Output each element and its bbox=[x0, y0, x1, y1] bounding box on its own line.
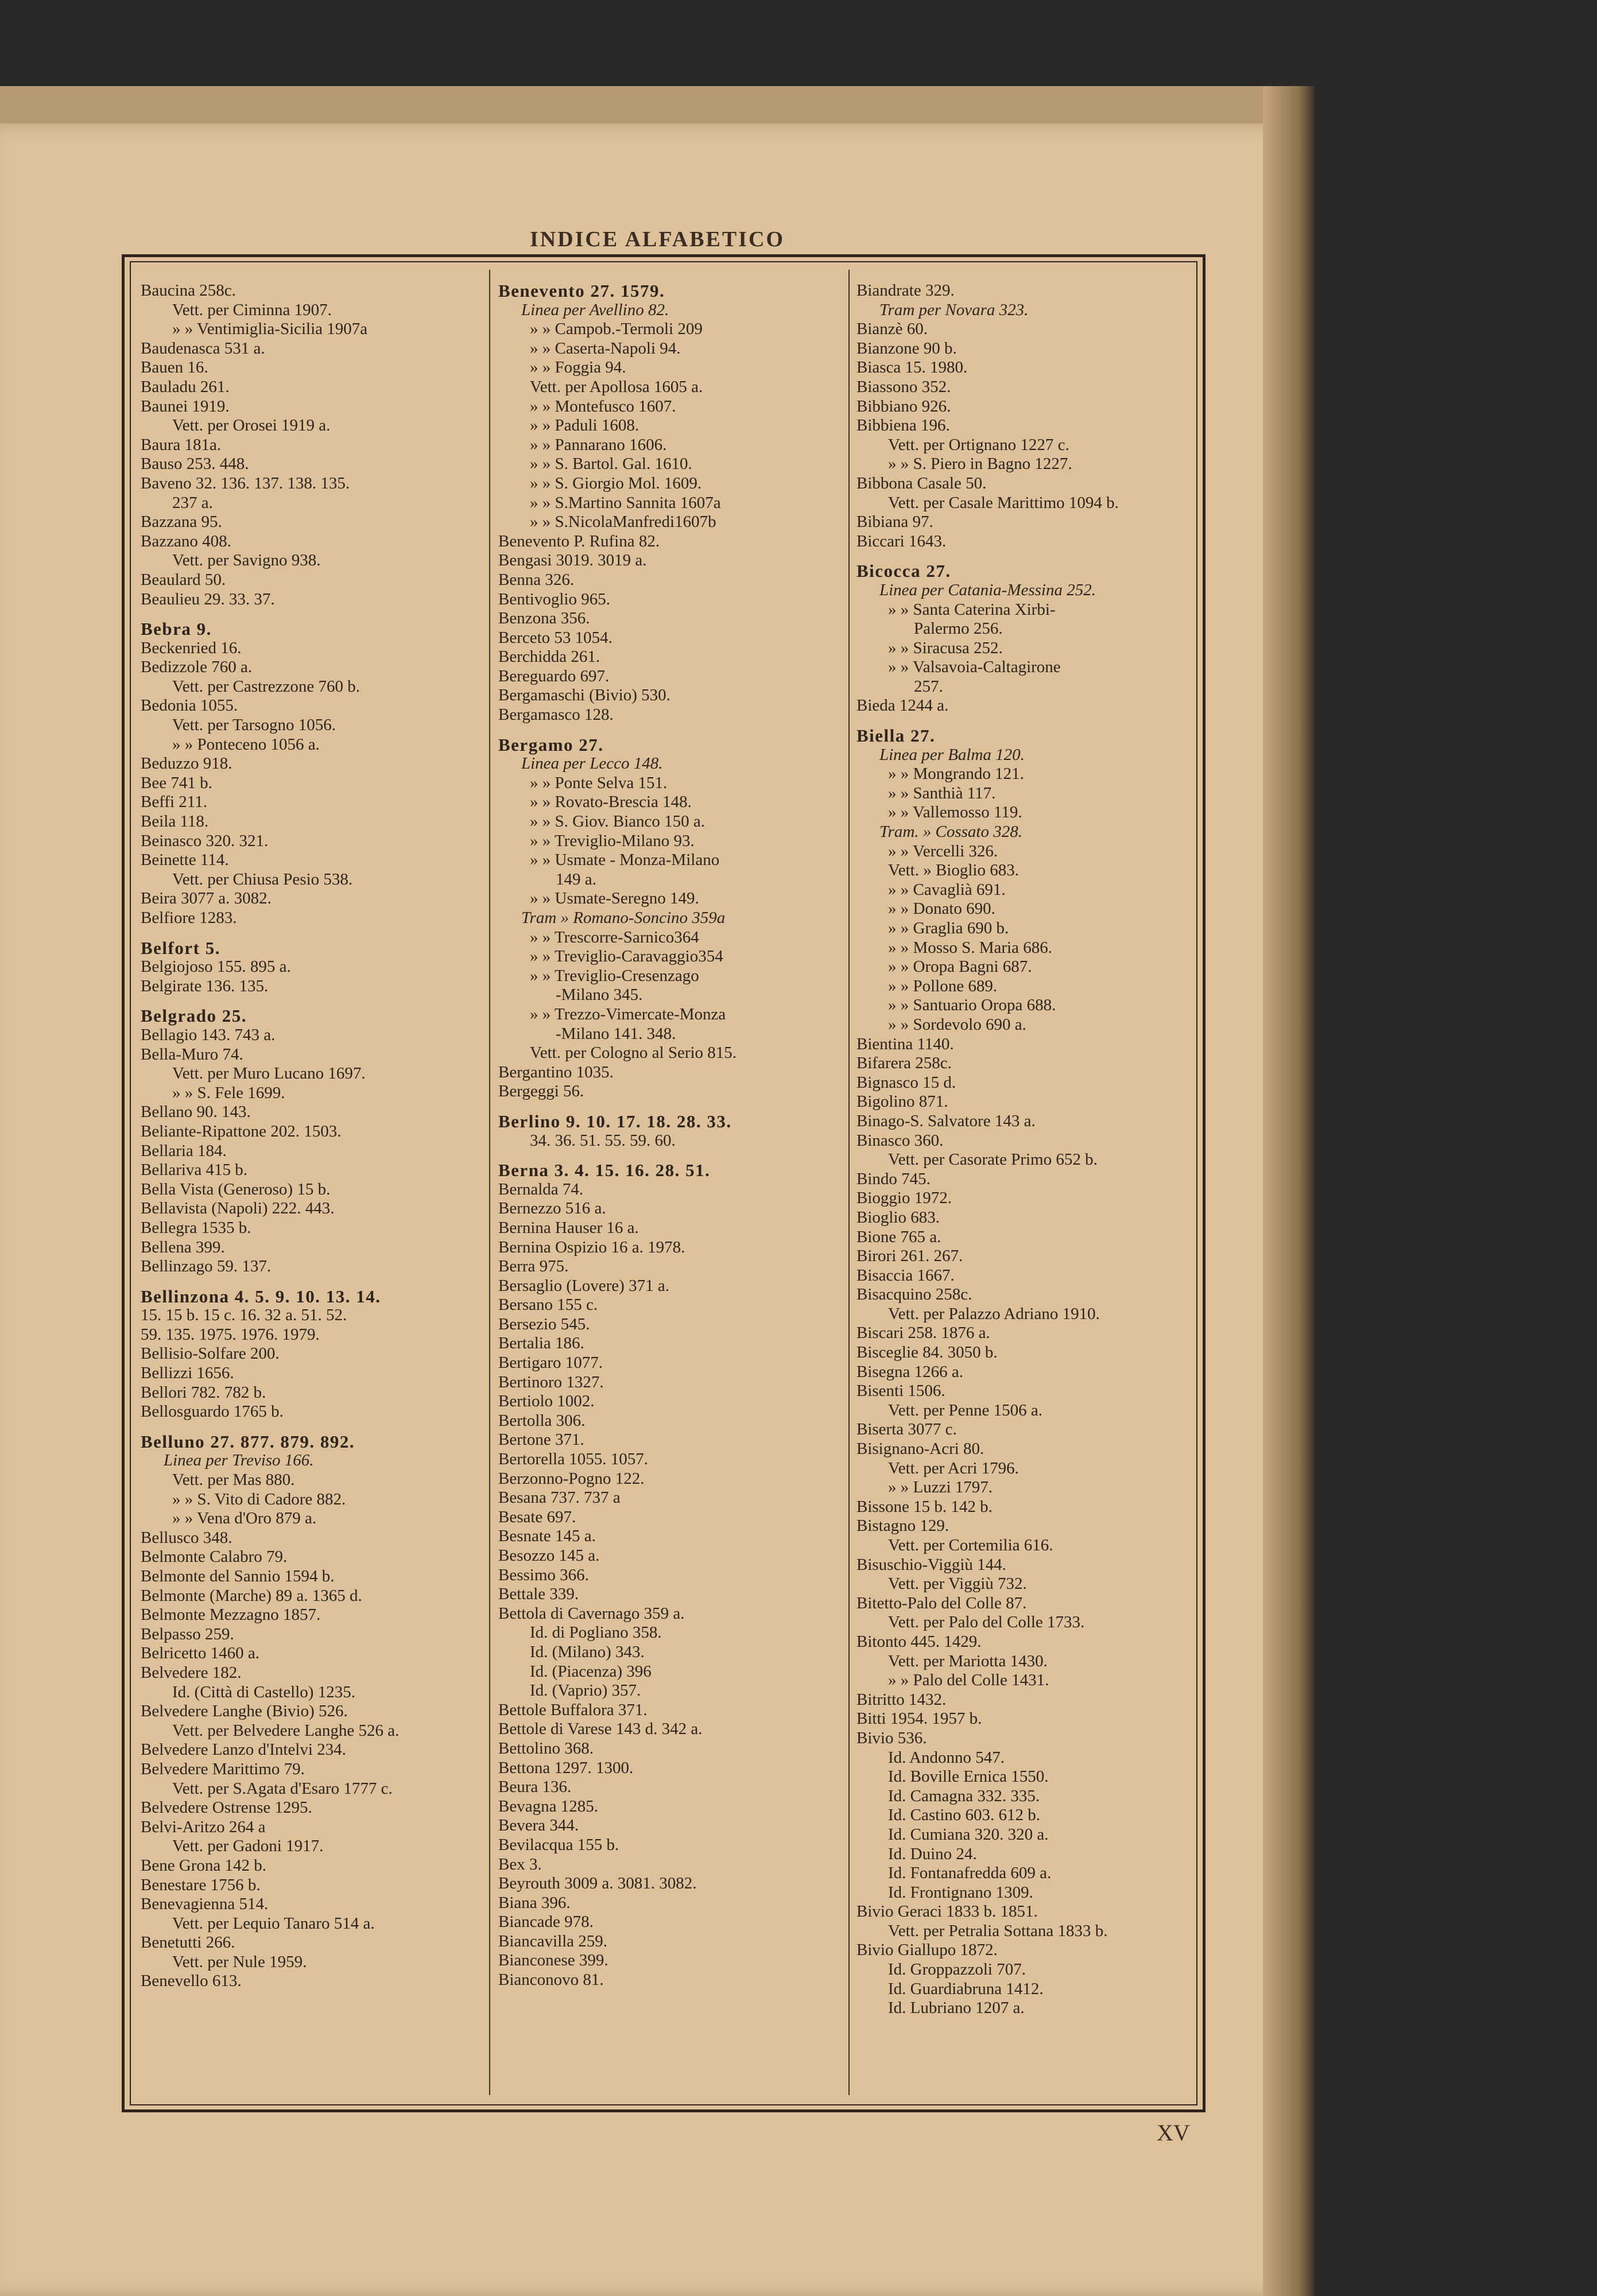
index-entry: Belvedere 182. bbox=[141, 1663, 242, 1682]
index-entry: Berchidda 261. bbox=[498, 647, 600, 666]
index-entry: » » Treviglio-Milano 93. bbox=[530, 831, 695, 850]
index-entry: » » Vercelli 326. bbox=[888, 841, 998, 860]
index-entry: » » Luzzi 1797. bbox=[888, 1478, 993, 1497]
index-entry: Id. Castino 603. 612 b. bbox=[888, 1806, 1041, 1825]
index-entry: Bertigaro 1077. bbox=[498, 1353, 603, 1372]
index-entry: Bellariva 415 b. bbox=[141, 1161, 248, 1180]
index-entry: Bergeggi 56. bbox=[498, 1082, 584, 1101]
index-entry: Beinasco 320. 321. bbox=[141, 831, 269, 850]
index-entry: » » S. Fele 1699. bbox=[172, 1083, 285, 1102]
index-column-3 bbox=[856, 281, 1201, 2018]
index-entry: Vett. per Casorate Primo 652 b. bbox=[888, 1150, 1098, 1169]
index-entry: » » Graglia 690 b. bbox=[888, 919, 1009, 937]
index-entry: Linea per Lecco 148. bbox=[521, 754, 663, 773]
index-entry: -Milano 345. bbox=[556, 986, 643, 1004]
index-entry: 257. bbox=[914, 677, 943, 696]
index-entry: Bedonia 1055. bbox=[141, 696, 238, 715]
index-entry: » » S. Giorgio Mol. 1609. bbox=[530, 474, 702, 492]
index-entry: Bisaccia 1667. bbox=[856, 1266, 955, 1285]
index-entry: Belpasso 259. bbox=[141, 1624, 234, 1643]
index-heading: Bebra 9. bbox=[141, 619, 212, 639]
index-entry: Id. di Pogliano 358. bbox=[530, 1623, 662, 1642]
index-entry: Vett. per Ciminna 1907. bbox=[172, 300, 332, 319]
index-entry: Bertiolo 1002. bbox=[498, 1392, 595, 1411]
index-entry: » » Vena d'Oro 879 a. bbox=[172, 1509, 317, 1528]
index-entry: Bernina Hauser 16 a. bbox=[498, 1218, 639, 1237]
index-entry: Binago-S. Salvatore 143 a. bbox=[856, 1111, 1036, 1130]
index-entry: » » S.NicolaManfredi1607b bbox=[530, 513, 716, 532]
index-entry: » » Donato 690. bbox=[888, 899, 995, 918]
index-entry: Bernalda 74. bbox=[498, 1180, 584, 1199]
index-entry: Id. (Vaprio) 357. bbox=[530, 1681, 641, 1700]
running-head: INDICE ALFABETICO bbox=[529, 227, 785, 251]
index-entry: Tram per Novara 323. bbox=[879, 300, 1029, 319]
index-entry: Berceto 53 1054. bbox=[498, 628, 613, 647]
index-entry: Belmonte (Marche) 89 a. 1365 d. bbox=[141, 1586, 362, 1605]
index-entry: Biana 396. bbox=[498, 1893, 571, 1912]
index-entry: Bisacquino 258c. bbox=[856, 1285, 972, 1304]
index-entry: Bientina 1140. bbox=[856, 1034, 954, 1053]
index-entry: Baunei 1919. bbox=[141, 397, 230, 416]
index-entry: Beliante-Ripattone 202. 1503. bbox=[141, 1122, 342, 1141]
index-entry: Bivio Giallupo 1872. bbox=[856, 1941, 998, 1960]
index-entry: Bauladu 261. bbox=[141, 377, 230, 396]
index-entry: Bivio Geraci 1833 b. 1851. bbox=[856, 1902, 1038, 1921]
index-entry: Bibiana 97. bbox=[856, 513, 933, 532]
index-entry: » » Santuario Oropa 688. bbox=[888, 996, 1056, 1015]
index-entry: Bazzana 95. bbox=[141, 513, 222, 532]
index-entry: Benevento P. Rufina 82. bbox=[498, 532, 660, 550]
index-entry: Vett. per Cortemilia 616. bbox=[888, 1536, 1053, 1554]
index-entry: Bisignano-Acri 80. bbox=[856, 1440, 984, 1459]
index-entry: -Milano 141. 348. bbox=[556, 1024, 676, 1043]
index-entry: Bersano 155 c. bbox=[498, 1296, 598, 1314]
index-entry: Bianzone 90 b. bbox=[856, 339, 957, 358]
index-entry: 34. 36. 51. 55. 59. 60. bbox=[530, 1131, 676, 1150]
index-entry: Bedizzole 760 a. bbox=[141, 658, 253, 677]
index-entry: » » Ponte Selva 151. bbox=[530, 773, 668, 792]
index-entry: Bevilacqua 155 b. bbox=[498, 1835, 619, 1854]
index-entry: » » Valsavoia-Caltagirone bbox=[888, 658, 1061, 677]
index-entry: Besana 737. 737 a bbox=[498, 1488, 621, 1507]
index-heading: Bergamo 27. bbox=[498, 734, 604, 755]
index-entry: Bertolla 306. bbox=[498, 1411, 586, 1430]
index-entry: Bellizzi 1656. bbox=[141, 1364, 234, 1383]
index-entry: Belmonte del Sannio 1594 b. bbox=[141, 1567, 335, 1585]
index-entry: Vett. » Bioglio 683. bbox=[888, 861, 1019, 880]
index-entry: Benevello 613. bbox=[141, 1972, 242, 1991]
index-entry: » » Pollone 689. bbox=[888, 976, 998, 995]
index-entry: Benevagienna 514. bbox=[141, 1895, 269, 1914]
index-entry: Vett. per Chiusa Pesio 538. bbox=[172, 870, 353, 889]
index-entry: Bellena 399. bbox=[141, 1238, 225, 1256]
index-entry: Bene Grona 142 b. bbox=[141, 1856, 267, 1875]
index-entry: Belmonte Calabro 79. bbox=[141, 1548, 288, 1566]
column-rule-2 bbox=[848, 270, 850, 2095]
index-entry: Berra 975. bbox=[498, 1257, 569, 1276]
index-entry: Linea per Avellino 82. bbox=[521, 300, 669, 319]
index-entry: Bertorella 1055. 1057. bbox=[498, 1450, 648, 1469]
index-entry: Belfiore 1283. bbox=[141, 909, 237, 927]
index-entry: Bellano 90. 143. bbox=[141, 1103, 251, 1122]
index-entry: Bisuschio-Viggiù 144. bbox=[856, 1555, 1006, 1574]
index-entry: Id. Fontanafredda 609 a. bbox=[888, 1864, 1052, 1883]
index-entry: » » Mongrando 121. bbox=[888, 765, 1024, 784]
index-entry: Bertone 371. bbox=[498, 1430, 584, 1449]
index-entry: Bitti 1954. 1957 b. bbox=[856, 1709, 982, 1728]
index-entry: Belvedere Langhe (Bivio) 526. bbox=[141, 1702, 348, 1721]
index-entry: 237 a. bbox=[172, 493, 213, 512]
index-entry: Belvedere Marittimo 79. bbox=[141, 1759, 305, 1778]
index-entry: Benetutti 266. bbox=[141, 1933, 235, 1952]
page-number: XV bbox=[1157, 2120, 1190, 2146]
index-entry: Biancade 978. bbox=[498, 1913, 594, 1932]
index-entry: Bellavista (Napoli) 222. 443. bbox=[141, 1199, 335, 1218]
index-entry: Bivio 536. bbox=[856, 1728, 927, 1747]
index-entry: Bellori 782. 782 b. bbox=[141, 1383, 266, 1402]
index-entry: Bindo 745. bbox=[856, 1169, 931, 1188]
index-entry: Linea per Treviso 166. bbox=[164, 1451, 314, 1470]
index-entry: Bergamasco 128. bbox=[498, 705, 614, 724]
index-entry: » » Ponteceno 1056 a. bbox=[172, 735, 320, 754]
index-entry: » » Treviglio-Caravaggio354 bbox=[530, 947, 723, 966]
index-entry: Bigolino 871. bbox=[856, 1092, 948, 1111]
index-entry: Belgiojoso 155. 895 a. bbox=[141, 957, 291, 976]
index-entry: » » Usmate - Monza-Milano bbox=[530, 851, 720, 870]
index-entry: Tram. » Cossato 328. bbox=[879, 823, 1022, 841]
index-entry: Belmonte Mezzagno 1857. bbox=[141, 1605, 321, 1624]
index-entry: » » Vallemosso 119. bbox=[888, 803, 1022, 822]
index-entry: » » Oropa Bagni 687. bbox=[888, 957, 1032, 976]
index-heading: Belgrado 25. bbox=[141, 1006, 247, 1026]
index-entry: » » Siracusa 252. bbox=[888, 638, 1003, 657]
index-entry: Bibbiena 196. bbox=[856, 416, 950, 435]
index-entry: » » Trescorre-Sarnico364 bbox=[530, 928, 699, 947]
index-entry: Vett. per Cologno al Serio 815. bbox=[530, 1044, 737, 1062]
index-entry: Bee 741 b. bbox=[141, 773, 212, 792]
index-entry: Vett. per Acri 1796. bbox=[888, 1459, 1019, 1477]
index-entry: Bellaria 184. bbox=[141, 1141, 227, 1160]
index-heading: Bellinzona 4. 5. 9. 10. 13. 14. bbox=[141, 1286, 381, 1306]
index-entry: Bex 3. bbox=[498, 1855, 542, 1874]
index-entry: Bevera 344. bbox=[498, 1816, 579, 1835]
index-entry: Beaulieu 29. 33. 37. bbox=[141, 589, 275, 608]
index-entry: Bisenti 1506. bbox=[856, 1382, 945, 1401]
index-entry: Bistagno 129. bbox=[856, 1517, 949, 1535]
index-entry: Id. Andonno 547. bbox=[888, 1748, 1005, 1767]
index-entry: Bertalia 186. bbox=[498, 1334, 584, 1353]
index-entry: Bauen 16. bbox=[141, 358, 208, 377]
index-entry: Belvi-Aritzo 264 a bbox=[141, 1817, 266, 1836]
index-entry: Bersezio 545. bbox=[498, 1314, 590, 1333]
index-entry: » » Paduli 1608. bbox=[530, 416, 639, 435]
index-entry: Id. Duino 24. bbox=[888, 1844, 977, 1863]
index-entry: » » Palo del Colle 1431. bbox=[888, 1671, 1049, 1690]
index-entry: 59. 135. 1975. 1976. 1979. bbox=[141, 1325, 320, 1344]
index-entry: Bertinoro 1327. bbox=[498, 1372, 604, 1391]
index-entry: » » Caserta-Napoli 94. bbox=[530, 339, 681, 358]
index-heading: Biella 27. bbox=[856, 726, 936, 746]
index-entry: Bellinzago 59. 137. bbox=[141, 1257, 272, 1276]
index-heading: Belfort 5. bbox=[141, 937, 220, 958]
index-entry: Id. Cumiana 320. 320 a. bbox=[888, 1825, 1049, 1844]
index-entry: » » S. Vito di Cadore 882. bbox=[172, 1490, 346, 1508]
page-gutter-shadow bbox=[1263, 86, 1315, 2296]
index-entry: Bernina Ospizio 16 a. 1978. bbox=[498, 1238, 685, 1256]
index-entry: Id. Groppazzoli 707. bbox=[888, 1960, 1026, 1979]
index-entry: Id. Guardiabruna 1412. bbox=[888, 1979, 1044, 1998]
index-entry: Benna 326. bbox=[498, 570, 575, 589]
index-heading: Berlino 9. 10. 17. 18. 28. 33. bbox=[498, 1111, 732, 1131]
index-entry: » » Mosso S. Maria 686. bbox=[888, 938, 1052, 957]
index-entry: » » Usmate-Seregno 149. bbox=[530, 889, 699, 908]
index-entry: Bettola di Cavernago 359 a. bbox=[498, 1604, 685, 1623]
index-entry: Id. Frontignano 1309. bbox=[888, 1883, 1033, 1902]
index-entry: Baudenasca 531 a. bbox=[141, 339, 265, 358]
index-entry: Beyrouth 3009 a. 3081. 3082. bbox=[498, 1874, 697, 1893]
index-entry: Bazzano 408. bbox=[141, 532, 231, 550]
index-column-1 bbox=[141, 281, 485, 1991]
index-entry: Belvedere Ostrense 1295. bbox=[141, 1798, 312, 1817]
index-entry: Biccari 1643. bbox=[856, 532, 947, 550]
index-entry: » » Trezzo-Vimercate-Monza bbox=[530, 1004, 726, 1023]
index-entry: Bessimo 366. bbox=[498, 1565, 589, 1584]
index-entry: Bettolino 368. bbox=[498, 1739, 594, 1758]
index-entry: Bellusco 348. bbox=[141, 1528, 232, 1547]
index-entry: Vett. per Mariotta 1430. bbox=[888, 1651, 1048, 1670]
index-entry: Binasco 360. bbox=[856, 1131, 944, 1150]
index-entry: Bianzè 60. bbox=[856, 320, 928, 339]
index-entry: Bioglio 683. bbox=[856, 1208, 940, 1227]
index-entry: Belricetto 1460 a. bbox=[141, 1644, 259, 1663]
index-entry: Vett. per Mas 880. bbox=[172, 1471, 295, 1490]
index-entry: Bersaglio (Lovere) 371 a. bbox=[498, 1276, 669, 1295]
index-entry: Vett. per Palazzo Adriano 1910. bbox=[888, 1304, 1100, 1323]
index-entry: Belvedere Lanzo d'Intelvi 234. bbox=[141, 1740, 346, 1759]
index-entry: Id. Boville Ernica 1550. bbox=[888, 1767, 1049, 1786]
index-entry: Linea per Catania-Messina 252. bbox=[879, 580, 1096, 599]
index-heading: Berna 3. 4. 15. 16. 28. 51. bbox=[498, 1160, 711, 1181]
index-entry: Beila 118. bbox=[141, 812, 209, 831]
index-entry: Bergantino 1035. bbox=[498, 1062, 614, 1081]
index-entry: Besozzo 145 a. bbox=[498, 1546, 600, 1565]
index-entry: Beffi 211. bbox=[141, 793, 207, 812]
index-entry: Vett. per Ortignano 1227 c. bbox=[888, 435, 1069, 454]
index-column-2 bbox=[498, 281, 843, 1990]
index-entry: Vett. per Belvedere Langhe 526 a. bbox=[172, 1721, 400, 1740]
index-entry: Biandrate 329. bbox=[856, 281, 955, 300]
index-entry: Bione 765 a. bbox=[856, 1227, 941, 1246]
index-entry: Bettale 339. bbox=[498, 1585, 579, 1604]
index-heading: Benevento 27. 1579. bbox=[498, 281, 665, 301]
index-entry: Linea per Balma 120. bbox=[879, 745, 1025, 764]
index-entry: Id. Camagna 332. 335. bbox=[888, 1786, 1040, 1805]
index-entry: » » Montefusco 1607. bbox=[530, 397, 676, 416]
index-entry: Bauso 253. 448. bbox=[141, 455, 249, 474]
index-entry: Vett. per Petralia Sottana 1833 b. bbox=[888, 1921, 1108, 1940]
index-entry: Vett. per Lequio Tanaro 514 a. bbox=[172, 1914, 375, 1933]
index-entry: Bergamaschi (Bivio) 530. bbox=[498, 686, 670, 705]
index-entry: Biassono 352. bbox=[856, 377, 951, 396]
index-entry: Beira 3077 a. 3082. bbox=[141, 889, 272, 908]
index-entry: Bettole di Varese 143 d. 342 a. bbox=[498, 1720, 703, 1739]
index-entry: Baucina 258c. bbox=[141, 281, 236, 300]
index-entry: Birori 261. 267. bbox=[856, 1247, 963, 1266]
index-entry: Bettole Buffalora 371. bbox=[498, 1700, 648, 1719]
column-rule-1 bbox=[489, 270, 490, 2095]
index-entry: Belgirate 136. 135. bbox=[141, 976, 269, 995]
index-entry: Vett. per Apollosa 1605 a. bbox=[530, 377, 703, 396]
index-entry: » » Campob.-Termoli 209 bbox=[530, 320, 703, 339]
index-entry: Bisegna 1266 a. bbox=[856, 1362, 964, 1381]
index-entry: Bignasco 15 d. bbox=[856, 1073, 956, 1092]
index-entry: Vett. per Viggiù 732. bbox=[888, 1574, 1027, 1593]
index-entry: Bitritto 1432. bbox=[856, 1690, 947, 1709]
index-heading: Belluno 27. 877. 879. 892. bbox=[141, 1431, 355, 1452]
index-entry: Bianconovo 81. bbox=[498, 1971, 604, 1989]
index-entry: Bevagna 1285. bbox=[498, 1797, 598, 1816]
index-entry: Beura 136. bbox=[498, 1778, 572, 1797]
index-entry: Bellegra 1535 b. bbox=[141, 1218, 251, 1237]
index-entry: » » Pannarano 1606. bbox=[530, 435, 667, 454]
index-entry: Vett. per Penne 1506 a. bbox=[888, 1401, 1042, 1420]
index-entry: Vett. per Tarsogno 1056. bbox=[172, 716, 336, 735]
index-entry: Baveno 32. 136. 137. 138. 135. bbox=[141, 474, 350, 492]
index-entry: Biscari 258. 1876 a. bbox=[856, 1324, 990, 1343]
index-entry: Benzona 356. bbox=[498, 609, 590, 628]
index-entry: Baura 181a. bbox=[141, 435, 222, 454]
index-entry: Biancavilla 259. bbox=[498, 1932, 608, 1950]
index-entry: 149 a. bbox=[556, 870, 596, 889]
index-entry: Vett. per Palo del Colle 1733. bbox=[888, 1613, 1085, 1632]
index-entry: Id. (Piacenza) 396 bbox=[530, 1662, 652, 1681]
index-entry: » » S. Piero in Bagno 1227. bbox=[888, 455, 1072, 474]
index-entry: Besate 697. bbox=[498, 1507, 576, 1526]
index-entry: Bissone 15 b. 142 b. bbox=[856, 1497, 993, 1516]
index-entry: Vett. per S.Agata d'Esaro 1777 c. bbox=[172, 1779, 393, 1798]
index-entry: Bereguardo 697. bbox=[498, 666, 610, 685]
index-entry: Benestare 1756 b. bbox=[141, 1875, 261, 1894]
index-entry: Bernezzo 516 a. bbox=[498, 1199, 606, 1218]
index-entry: Beaulard 50. bbox=[141, 570, 226, 589]
index-entry: Beckenried 16. bbox=[141, 638, 242, 657]
index-entry: » » Ventimiglia-Sicilia 1907a bbox=[172, 320, 368, 339]
index-entry: Bella-Muro 74. bbox=[141, 1045, 243, 1064]
index-entry: Beduzzo 918. bbox=[141, 754, 232, 773]
index-entry: Bellagio 143. 743 a. bbox=[141, 1025, 276, 1044]
index-entry: Bibbiano 926. bbox=[856, 397, 951, 416]
index-entry: Bitonto 445. 1429. bbox=[856, 1632, 982, 1651]
index-entry: Beinette 114. bbox=[141, 851, 229, 870]
index-entry: » » Sordevolo 690 a. bbox=[888, 1015, 1026, 1034]
index-entry: 15. 15 b. 15 c. 16. 32 a. 51. 52. bbox=[141, 1306, 347, 1325]
index-entry: Vett. per Nule 1959. bbox=[172, 1952, 307, 1971]
index-entry: Id. Lubriano 1207 a. bbox=[888, 1999, 1025, 2018]
index-entry: Id. (Milano) 343. bbox=[530, 1642, 645, 1661]
index-entry: Palermo 256. bbox=[914, 619, 1003, 638]
index-entry: Vett. per Casale Marittimo 1094 b. bbox=[888, 493, 1119, 512]
index-entry: Vett. per Orosei 1919 a. bbox=[172, 416, 331, 435]
index-entry: Biserta 3077 c. bbox=[856, 1420, 957, 1439]
index-entry: Bitetto-Palo del Colle 87. bbox=[856, 1593, 1027, 1612]
index-entry: » » Santa Caterina Xirbi- bbox=[888, 600, 1056, 619]
index-entry: Bettona 1297. 1300. bbox=[498, 1758, 634, 1777]
index-entry: » » S. Bartol. Gal. 1610. bbox=[530, 455, 692, 474]
index-entry: » » Rovato-Brescia 148. bbox=[530, 793, 692, 812]
index-entry: Biasca 15. 1980. bbox=[856, 358, 968, 377]
index-entry: Bentivoglio 965. bbox=[498, 589, 610, 608]
index-entry: Bellisio-Solfare 200. bbox=[141, 1344, 280, 1363]
index-entry: Vett. per Muro Lucano 1697. bbox=[172, 1064, 366, 1083]
index-entry: Bieda 1244 a. bbox=[856, 696, 949, 715]
index-entry: Bibbona Casale 50. bbox=[856, 474, 987, 492]
index-entry: Tram » Romano-Soncino 359a bbox=[521, 909, 726, 927]
index-heading: Bicocca 27. bbox=[856, 561, 951, 581]
index-entry: » » Foggia 94. bbox=[530, 358, 626, 377]
index-entry: Bioggio 1972. bbox=[856, 1189, 952, 1208]
index-entry: Bifarera 258c. bbox=[856, 1054, 952, 1073]
index-entry: Vett. per Savigno 938. bbox=[172, 551, 321, 570]
index-entry: » » Santhià 117. bbox=[888, 784, 996, 802]
index-entry: Bella Vista (Generoso) 15 b. bbox=[141, 1180, 331, 1199]
index-entry: Bengasi 3019. 3019 a. bbox=[498, 551, 647, 570]
index-entry: Bianconese 399. bbox=[498, 1951, 608, 1970]
index-entry: Berzonno-Pogno 122. bbox=[498, 1469, 645, 1488]
index-entry: Vett. per Gadoni 1917. bbox=[172, 1837, 324, 1856]
index-entry: » » Cavaglià 691. bbox=[888, 880, 1006, 899]
index-entry: Besnate 145 a. bbox=[498, 1527, 596, 1546]
index-entry: Id. (Città di Castello) 1235. bbox=[172, 1682, 355, 1701]
index-entry: » » S.Martino Sannita 1607a bbox=[530, 493, 721, 512]
index-entry: » » Treviglio-Cresenzago bbox=[530, 966, 699, 985]
index-entry: Bisceglie 84. 3050 b. bbox=[856, 1343, 998, 1362]
index-entry: » » S. Giov. Bianco 150 a. bbox=[530, 812, 706, 831]
index-entry: Bellosguardo 1765 b. bbox=[141, 1402, 284, 1421]
index-entry: Vett. per Castrezzone 760 b. bbox=[172, 677, 360, 696]
